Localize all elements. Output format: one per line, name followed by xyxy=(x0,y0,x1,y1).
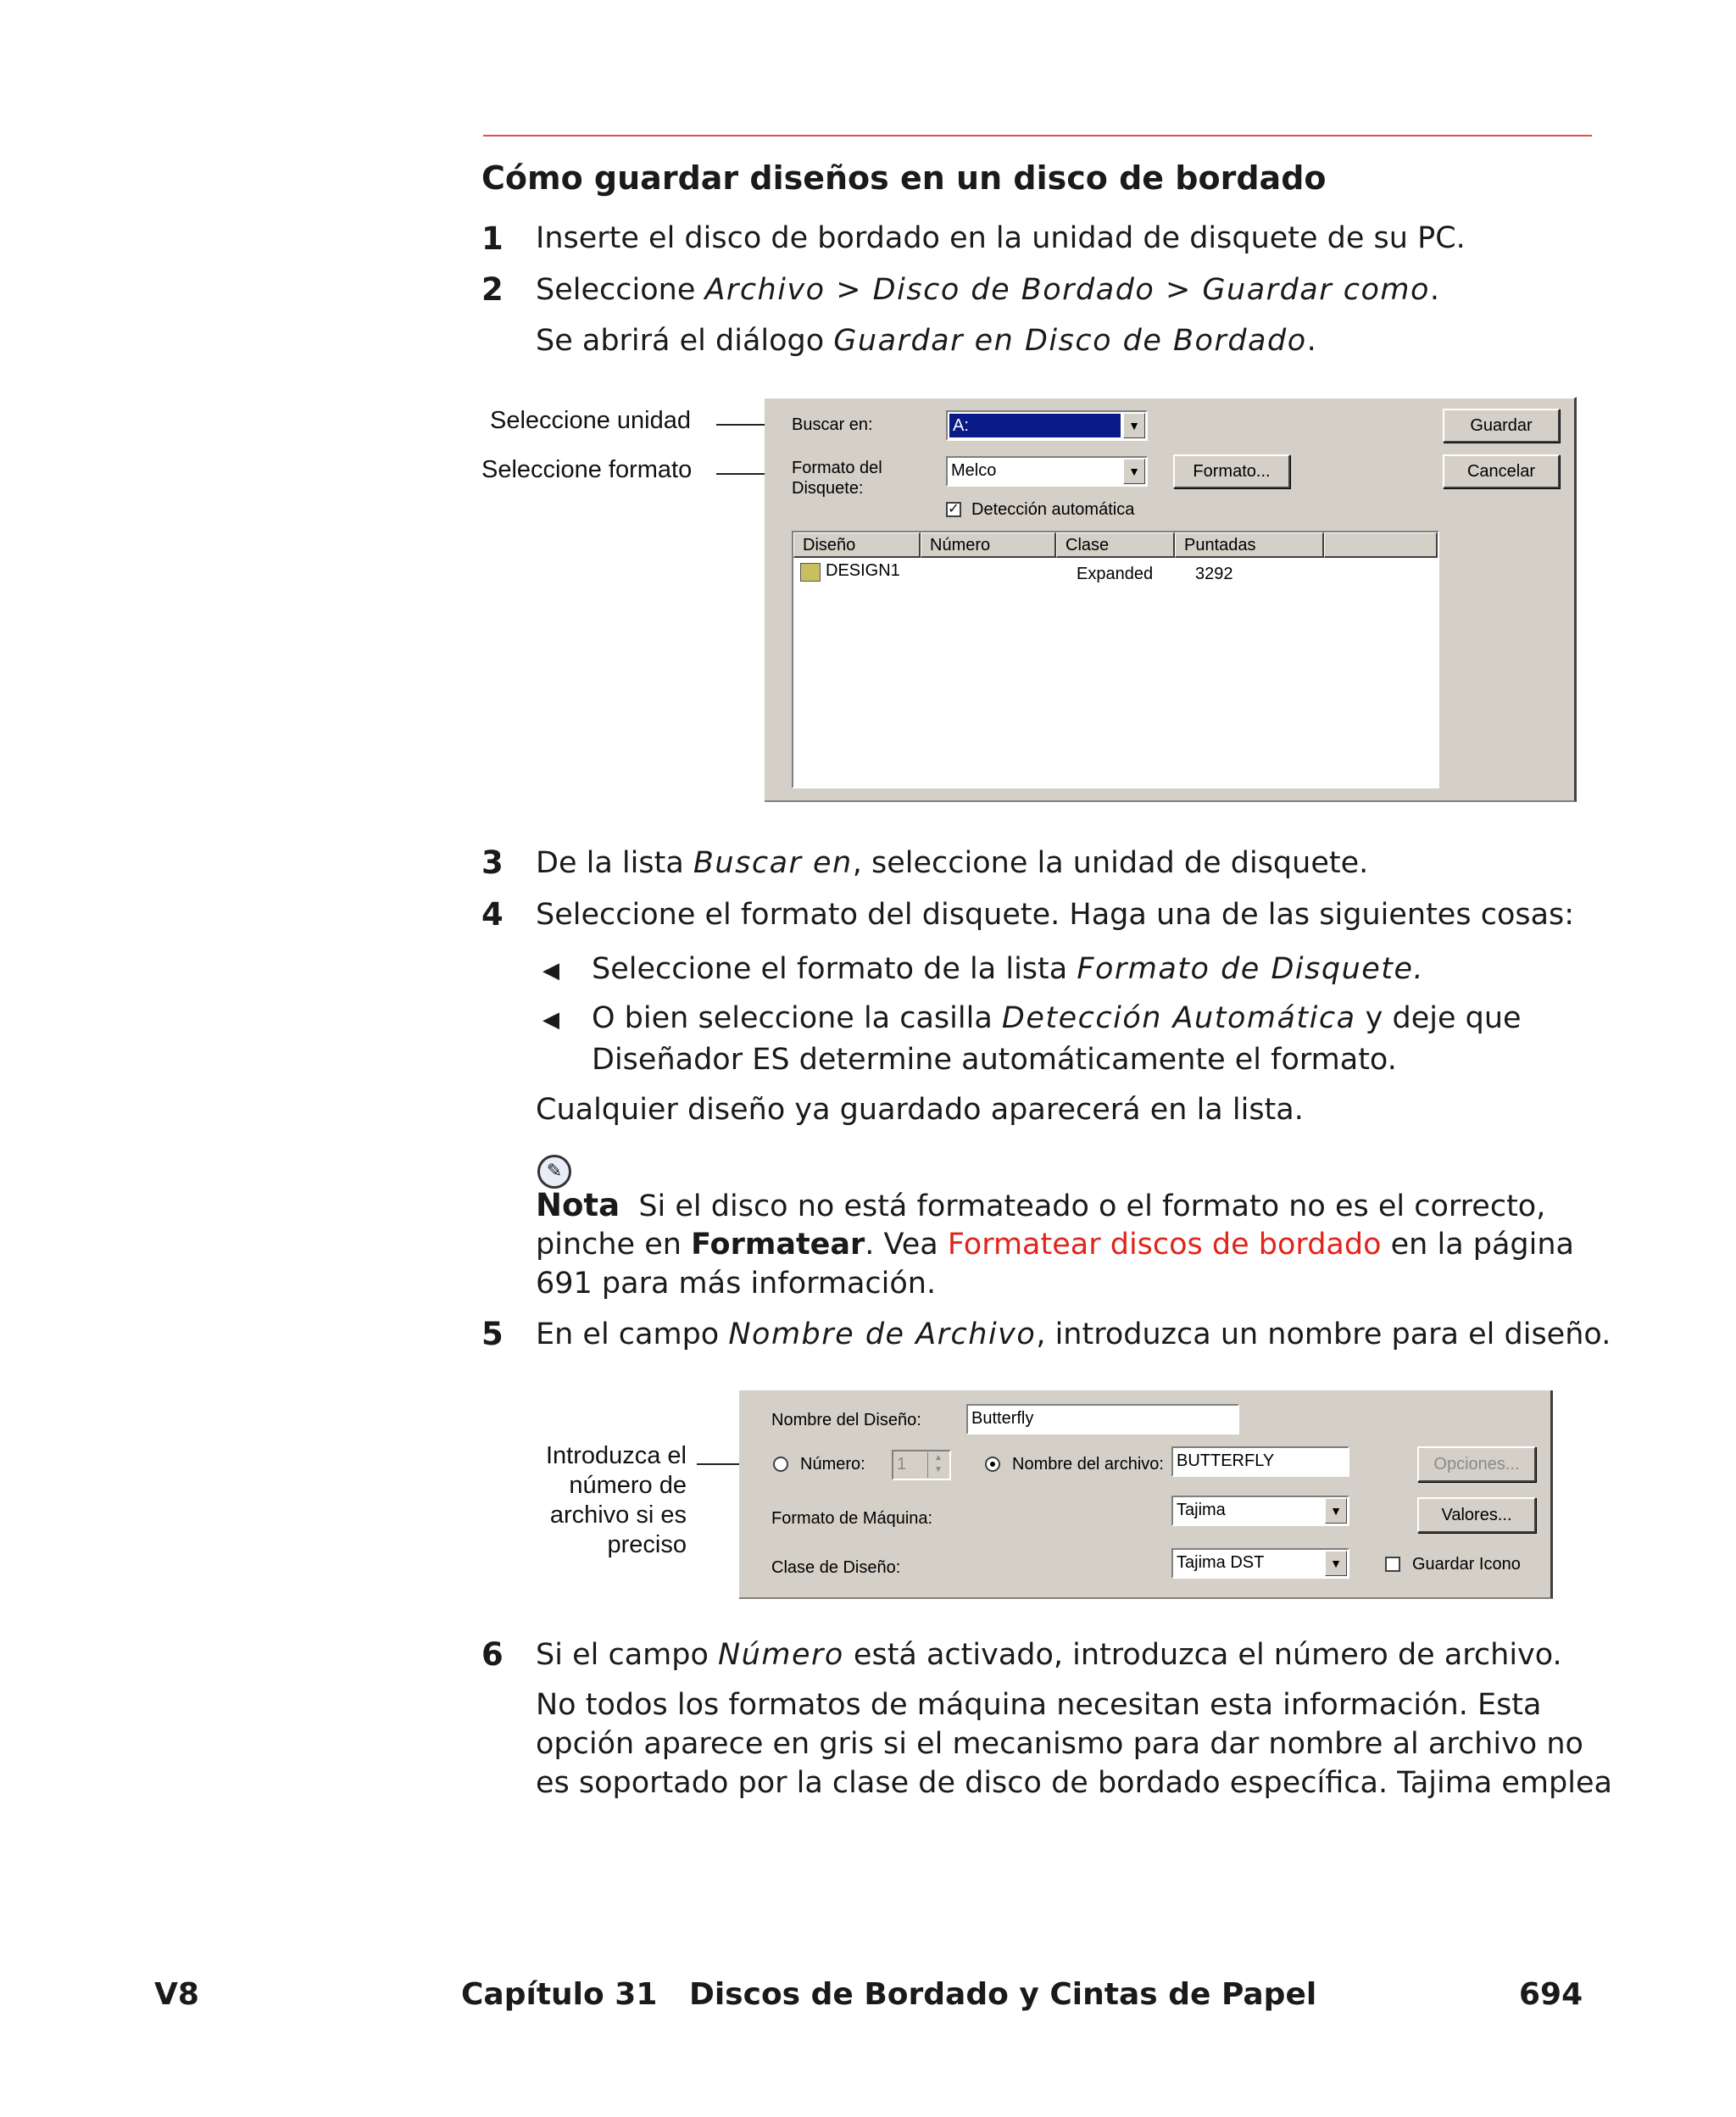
selected-drive: A: xyxy=(949,414,1121,437)
values-button[interactable]: Valores... xyxy=(1417,1497,1536,1533)
table-row[interactable] xyxy=(797,561,1438,585)
bullet-arrow-icon: ◀ xyxy=(542,958,559,983)
footer-page-number: 694 xyxy=(1519,1977,1583,2012)
bullet-1-text: Seleccione el formato de la lista Formato de Disquete. xyxy=(592,952,1425,986)
auto-detect-label: Detección automática xyxy=(971,500,1135,519)
column-header-empty xyxy=(1324,532,1438,558)
row-design: DESIGN1 xyxy=(826,561,900,580)
column-header-stitches[interactable]: Puntadas xyxy=(1175,532,1324,558)
step-2-number: 2 xyxy=(481,271,504,308)
chevron-down-icon[interactable]: ▼ xyxy=(1325,1551,1347,1576)
callout-enter-number: Introduzca el número de archivo si es preciso xyxy=(545,1442,687,1558)
save-button[interactable]: Guardar xyxy=(1443,409,1560,443)
note-pencil-icon: ✎ xyxy=(537,1155,571,1189)
save-icon-label: Guardar Icono xyxy=(1412,1555,1521,1574)
step-2-subtext: Se abrirá el diálogo Guardar en Disco de Bordado. xyxy=(536,324,1316,358)
machine-format-dropdown[interactable] xyxy=(1171,1496,1349,1526)
row-class: Expanded xyxy=(1077,565,1154,583)
step-3-number: 3 xyxy=(481,844,504,881)
checkmark-icon: ✓ xyxy=(948,502,960,516)
design-name-panel xyxy=(739,1390,1553,1599)
step-6-number: 6 xyxy=(481,1636,504,1673)
bullet-arrow-icon: ◀ xyxy=(542,1007,559,1033)
filename-field[interactable]: BUTTERFLY xyxy=(1171,1446,1349,1477)
bullet-2-text: O bien seleccione la casilla Detección Automática y deje que xyxy=(592,1001,1522,1035)
step-6-text: Si el campo Número está activado, introduzca el número de archivo. xyxy=(536,1638,1562,1672)
look-in-dropdown[interactable] xyxy=(946,410,1148,441)
note-line-3: 691 para más información. xyxy=(536,1267,937,1301)
filename-radio[interactable] xyxy=(985,1457,1000,1472)
step-4-after: Cualquier diseño ya guardado aparecerá en la lista. xyxy=(536,1093,1304,1127)
number-label: Número: xyxy=(800,1455,865,1474)
cancel-button[interactable]: Cancelar xyxy=(1443,454,1560,488)
callout-select-drive: Seleccione unidad xyxy=(490,407,692,434)
step-4-text: Seleccione el formato del disquete. Haga una de las siguientes cosas: xyxy=(536,898,1575,932)
step-5-text: En el campo Nombre de Archivo, introduzca un nombre para el diseño. xyxy=(536,1318,1611,1351)
chevron-down-icon[interactable]: ▼ xyxy=(1123,413,1145,438)
disk-format-value: Melco xyxy=(951,461,997,480)
step-1-number: 1 xyxy=(481,220,504,257)
step-6-para-line-2: opción aparece en gris si el mecanismo para dar nombre al archivo no xyxy=(536,1727,1583,1761)
footer-chapter: Capítulo 31 Discos de Bordado y Cintas de Papel xyxy=(461,1977,1317,2012)
step-1-text: Inserte el disco de bordado en la unidad de disquete de su PC. xyxy=(536,221,1466,255)
disk-format-dropdown[interactable] xyxy=(946,456,1148,487)
machine-format-label: Formato de Máquina: xyxy=(771,1509,933,1528)
save-to-disk-dialog xyxy=(765,397,1577,802)
chevron-down-icon[interactable]: ▼ xyxy=(1325,1498,1347,1524)
column-header-design[interactable]: Diseño xyxy=(793,532,921,558)
footer-version: V8 xyxy=(154,1977,199,2012)
stepper-arrows-icon[interactable]: ▲ ▼ xyxy=(927,1452,949,1478)
save-icon-checkbox[interactable] xyxy=(1385,1557,1400,1572)
filename-label: Nombre del archivo: xyxy=(1012,1455,1164,1474)
step-4-number: 4 xyxy=(481,896,504,933)
step-3-text: De la lista Buscar en, seleccione la unidad de disquete. xyxy=(536,846,1369,880)
section-heading: Cómo guardar diseños en un disco de bordado xyxy=(481,159,1327,197)
design-class-label: Clase de Diseño: xyxy=(771,1558,901,1577)
design-name-field[interactable]: Butterfly xyxy=(966,1404,1239,1435)
note-label: Nota xyxy=(536,1187,620,1223)
step-2-text: Seleccione Archivo > Disco de Bordado > Guardar como. xyxy=(536,273,1440,307)
menu-path: Archivo > Disco de Bordado > Guardar como xyxy=(704,273,1430,307)
chevron-down-icon[interactable]: ▼ xyxy=(1123,459,1145,484)
step-6-para-line-1: No todos los formatos de máquina necesitan esta información. Esta xyxy=(536,1688,1542,1722)
note-line-2: pinche en Formatear. Vea Formatear discos de bordado en la página xyxy=(536,1228,1574,1262)
column-header-number[interactable]: Número xyxy=(921,532,1056,558)
column-header-class[interactable]: Clase xyxy=(1056,532,1175,558)
number-radio[interactable] xyxy=(773,1457,788,1472)
step-5-number: 5 xyxy=(481,1316,504,1352)
callout-select-format: Seleccione formato xyxy=(481,456,693,483)
format-button[interactable]: Formato... xyxy=(1173,454,1290,488)
row-stitches: 3292 xyxy=(1195,565,1233,583)
step-6-para-line-3: es soportado por la clase de disco de bordado específica. Tajima emplea xyxy=(536,1766,1612,1800)
design-class-value: Tajima DST xyxy=(1177,1553,1265,1572)
format-disks-link[interactable]: Formatear discos de bordado xyxy=(947,1228,1382,1262)
note-line-1: Nota Si el disco no está formateado o el formato no es el correcto, xyxy=(536,1187,1546,1223)
design-class-dropdown[interactable] xyxy=(1171,1548,1349,1579)
design-file-icon xyxy=(800,563,821,582)
auto-detect-checkbox[interactable] xyxy=(946,502,961,517)
disk-format-label: Formato del Disquete: xyxy=(792,459,882,498)
machine-format-value: Tajima xyxy=(1177,1501,1226,1519)
bullet-2-text-line2: Diseñador ES determine automáticamente el formato. xyxy=(592,1043,1397,1077)
number-stepper[interactable]: 1 xyxy=(892,1450,951,1480)
header-rule xyxy=(483,135,1592,136)
design-name-label: Nombre del Diseño: xyxy=(771,1411,921,1429)
design-list[interactable] xyxy=(792,531,1439,788)
options-button[interactable]: Opciones... xyxy=(1417,1446,1536,1482)
look-in-label: Buscar en: xyxy=(792,415,873,434)
